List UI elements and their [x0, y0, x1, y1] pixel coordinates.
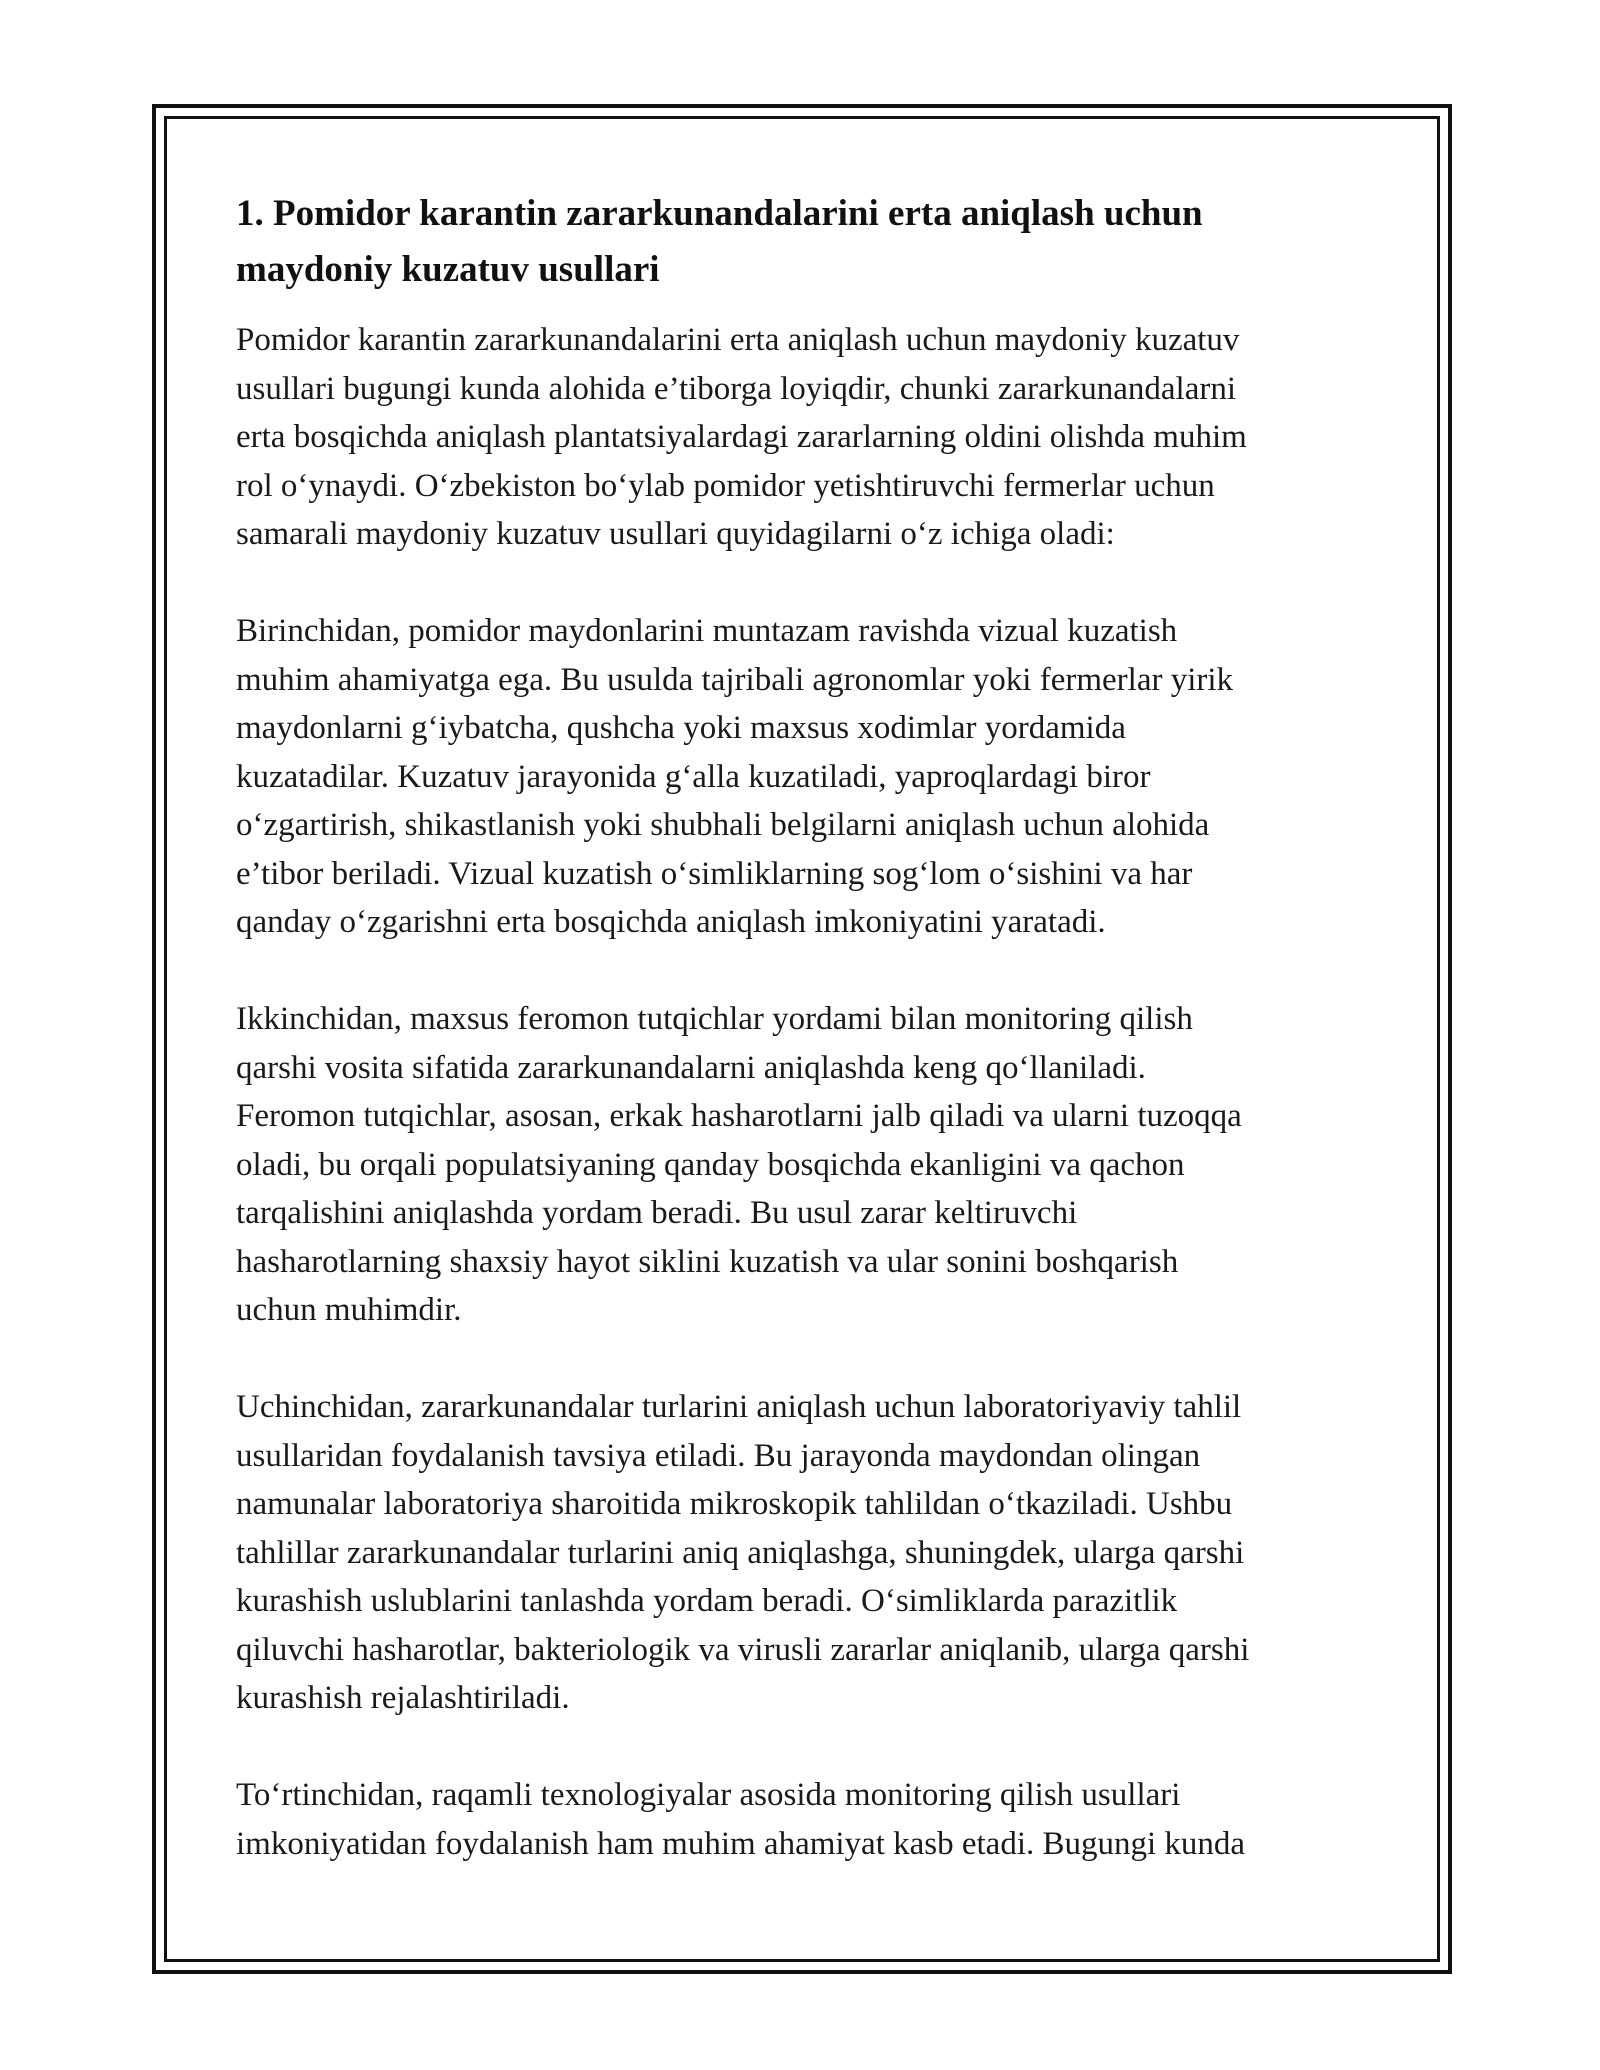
text-line: o‘zgartirish, shikastlanish yoki shubhali belgilarni aniqlash uchun alohida [236, 807, 1210, 843]
text-line: namunalar laboratoriya sharoitida mikroskopik tahlildan o‘tkaziladi. Ushbu [236, 1486, 1233, 1522]
paragraph-fourth [236, 1771, 1376, 1868]
text-line: samarali maydoniy kuzatuv usullari quyidagilarni o‘z ichiga oladi: [236, 516, 1115, 552]
text-line: tarqalishini aniqlashda yordam beradi. Bu usul zarar keltiruvchi [236, 1195, 1078, 1231]
heading-line: maydoniy kuzatuv usullari [236, 249, 660, 290]
text-line: Ikkinchidan, maxsus feromon tutqichlar yordami bilan monitoring qilish [236, 1001, 1193, 1037]
paragraph-first [236, 607, 1376, 947]
text-line: kurashish uslublarini tanlashda yordam beradi. O‘simliklarda parazitlik [236, 1583, 1178, 1619]
document-body [236, 186, 1376, 1917]
text-line: Feromon tutqichlar, asosan, erkak hasharotlarni jalb qiladi va ularni tuzoqqa [236, 1098, 1242, 1134]
text-line: Pomidor karantin zararkunandalarini erta aniqlash uchun maydoniy kuzatuv [236, 322, 1240, 358]
text-line: Uchinchidan, zararkunandalar turlarini aniqlash uchun laboratoriyaviy tahlil [236, 1389, 1242, 1425]
text-line: e’tibor beriladi. Vizual kuzatish o‘simliklarning sog‘lom o‘sishini va har [236, 855, 1193, 892]
text-line: qiluvchi hasharotlar, bakteriologik va virusli zararlar aniqlanib, ularga qarshi [236, 1631, 1250, 1668]
text-line: qarshi vosita sifatida zararkunandalarni aniqlashda keng qo‘llaniladi. [236, 1049, 1146, 1086]
text-line: maydonlarni g‘iybatcha, qushcha yoki maxsus xodimlar yordamida [236, 710, 1126, 746]
paragraph-intro [236, 316, 1376, 559]
text-line: uchun muhimdir. [236, 1292, 462, 1328]
text-line: oladi, bu orqali populatsiyaning qanday bosqichda ekanligini va qachon [236, 1146, 1185, 1183]
text-line: usullaridan foydalanish tavsiya etiladi. Bu jarayonda maydondan olingan [236, 1437, 1201, 1474]
text-line: muhim ahamiyatga ega. Bu usulda tajribali agronomlar yoki fermerlar yirik [236, 661, 1234, 698]
text-line: kuzatadilar. Kuzatuv jarayonida g‘alla kuzatiladi, yaproqlardagi biror [236, 758, 1151, 795]
paragraph-second [236, 995, 1376, 1335]
heading-line: 1. Pomidor karantin zararkunandalarini erta aniqlash uchun [236, 193, 1203, 234]
paragraph-third [236, 1383, 1376, 1723]
text-line: usullari bugungi kunda alohida e’tiborga loyiqdir, chunki zararkunandalarni [236, 370, 1237, 407]
text-line: tahlillar zararkunandalar turlarini aniq aniqlashga, shuningdek, ularga qarshi [236, 1534, 1245, 1571]
text-line: qanday o‘zgarishni erta bosqichda aniqlash imkoniyatini yaratadi. [236, 904, 1106, 940]
text-line: erta bosqichda aniqlash plantatsiyalardagi zararlarning oldini olishda muhim [236, 419, 1247, 455]
text-line: kurashish rejalashtiriladi. [236, 1680, 570, 1716]
section-heading [236, 186, 1376, 298]
text-line: rol o‘ynaydi. O‘zbekiston bo‘ylab pomidor yetishtiruvchi fermerlar uchun [236, 467, 1215, 504]
text-line: hasharotlarning shaxsiy hayot siklini kuzatish va ular sonini boshqarish [236, 1243, 1179, 1280]
text-line: imkoniyatidan foydalanish ham muhim ahamiyat kasb etadi. Bugungi kunda [236, 1825, 1246, 1862]
text-line: To‘rtinchidan, raqamli texnologiyalar asosida monitoring qilish usullari [236, 1777, 1181, 1813]
text-line: Birinchidan, pomidor maydonlarini muntazam ravishda vizual kuzatish [236, 613, 1178, 649]
